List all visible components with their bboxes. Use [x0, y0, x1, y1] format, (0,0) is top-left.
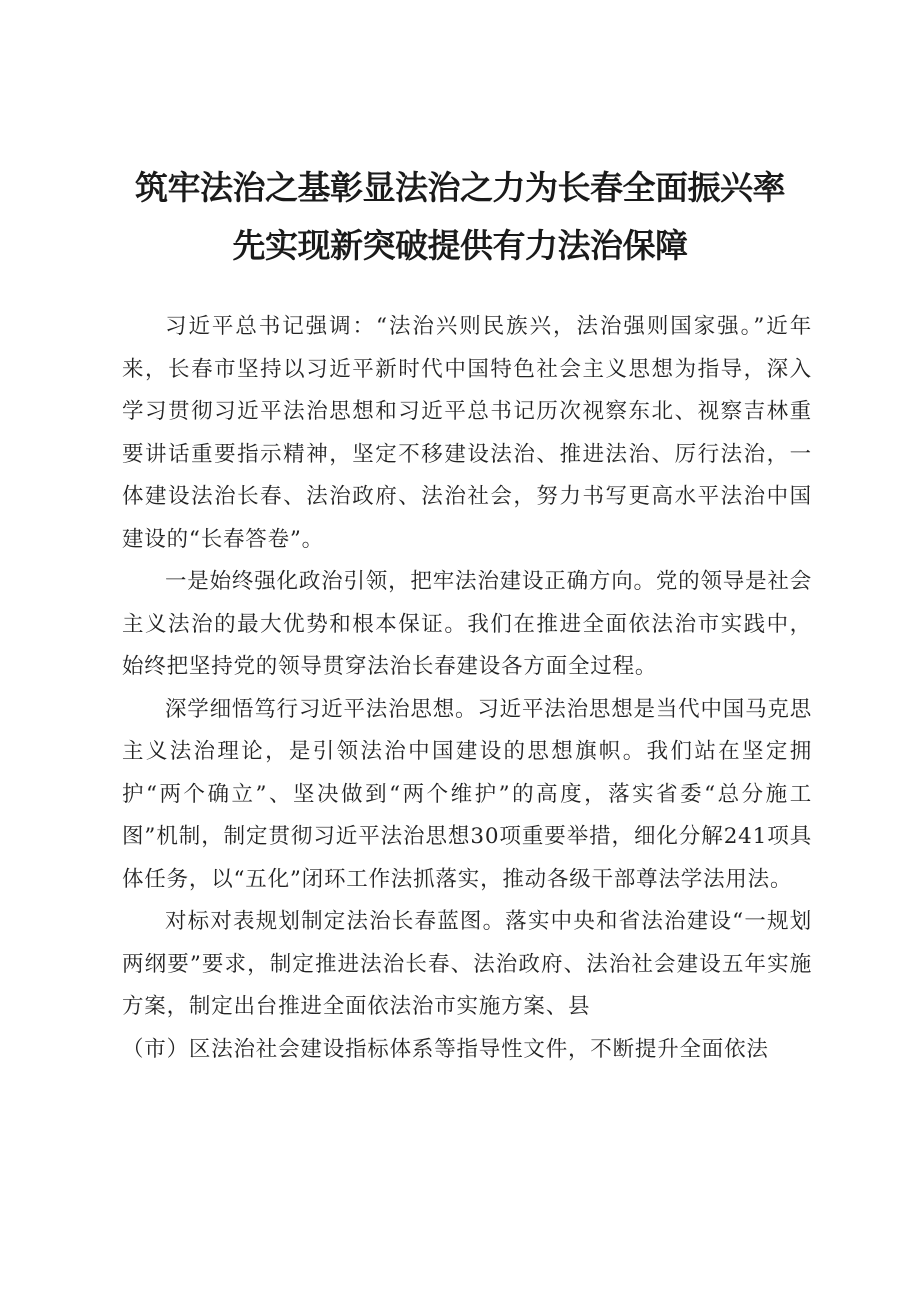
document-title-line-1: 筑牢法治之基彰显法治之力为长春全面振兴率 — [135, 168, 785, 207]
paragraph-study-thought: 深学细悟笃行习近平法治思想。习近平法治思想是当代中国马克思主义法治理论，是引领法治中国建设的思想旗帜。我们站在坚定拥护“两个确立”、坚决做到“两个维护”的高度，落实省委“总分施工图”机制，制定贯彻习近平法治思想30项重要举措，细化分解241项具体任务，以“五化”闭环工作法抓落实，推动各级干部尊法学法用法。 — [122, 696, 812, 892]
paragraph-continuation: （市）区法治社会建设指标体系等指导性文件，不断提升全面依法 — [122, 1036, 769, 1062]
paragraph-political-leadership: 一是始终强化政治引领，把牢法治建设正确方向。党的领导是社会主义法治的最大优势和根本保证。我们在推进全面依法治市实践中，始终把坚持党的领导贯穿法治长春建设各方面全过程。 — [122, 569, 812, 679]
document-body — [122, 306, 812, 1071]
paragraph-intro: 习近平总书记强调：“法治兴则民族兴，法治强则国家强。”近年来，长春市坚持以习近平新时代中国特色社会主义思想为指导，深入学习贯彻习近平法治思想和习近平总书记历次视察东北、视察吉林重要讲话重要指示精神，坚定不移建设法治、推进法治、厉行法治，一体建设法治长春、法治政府、法治社会，努力书写更高水平法治中国建设的“长春答卷”。 — [122, 314, 812, 552]
document-title-line-2: 先实现新突破提供有力法治保障 — [232, 226, 688, 265]
paragraph-blueprint: 对标对表规划制定法治长春蓝图。落实中央和省法治建设“一规划两纲要”要求，制定推进法治长春、法治政府、法治社会建设五年实施方案，制定出台推进全面依法治市实施方案、县 — [122, 909, 812, 1019]
